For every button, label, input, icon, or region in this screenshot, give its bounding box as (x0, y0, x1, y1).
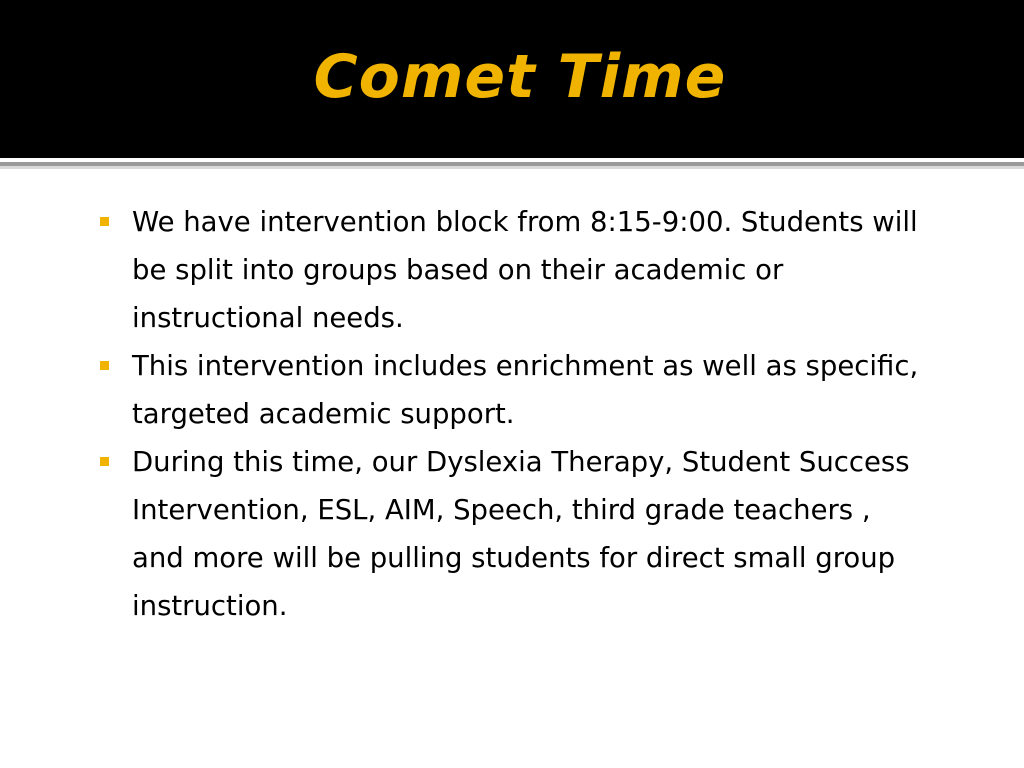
square-bullet-icon (100, 457, 109, 466)
bullet-item (96, 342, 926, 438)
bullet-text: During this time, our Dyslexia Therapy, Student Success Intervention, ESL, AIM, Speech, third grade teachers , and more will be pulling students for direct small group instruction. (132, 446, 910, 622)
title-divider-shadow (0, 166, 1024, 169)
slide-title: Comet Time (313, 42, 727, 112)
title-bar (0, 0, 1024, 158)
bullet-item (96, 198, 926, 342)
bullet-text: This intervention includes enrichment as well as specific, targeted academic support. (132, 350, 919, 430)
bullet-text: We have intervention block from 8:15-9:00. Students will be split into groups based on their academic or instructional needs. (132, 206, 918, 334)
bullet-item (96, 438, 926, 630)
bullet-list (96, 198, 926, 630)
title-divider-gap (0, 158, 1024, 161)
square-bullet-icon (100, 217, 109, 226)
square-bullet-icon (100, 361, 109, 370)
